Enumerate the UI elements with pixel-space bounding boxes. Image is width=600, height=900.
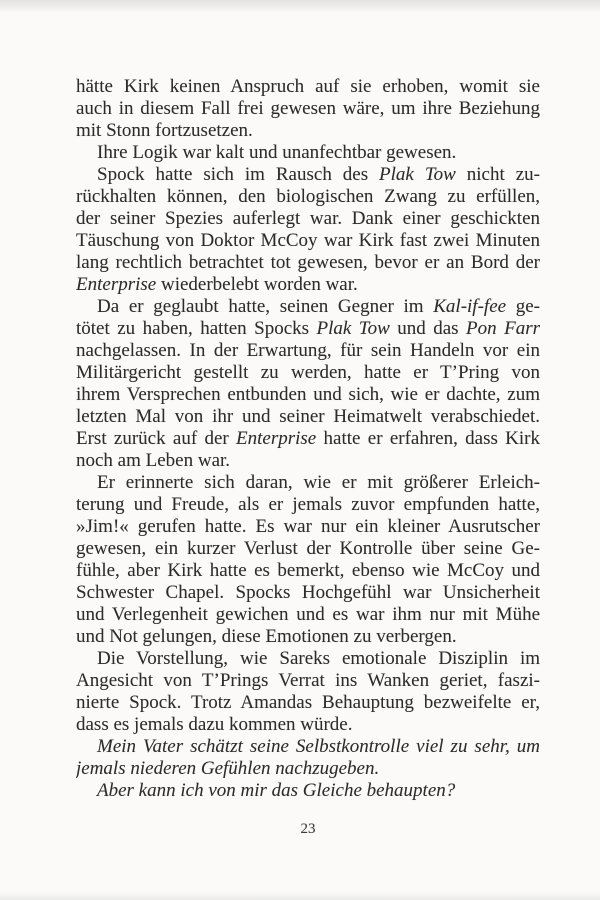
italic-text-run: Aber kann ich von mir das Gleiche behaupten? <box>97 780 456 801</box>
text-line <box>76 604 540 626</box>
text-run: Er erinnerte sich daran, wie er mit größerer Erleich- <box>97 472 540 493</box>
text-line <box>76 208 540 230</box>
paragraph <box>76 780 540 802</box>
text-run: dass es jemals dazu kommen würde. <box>76 714 353 735</box>
text-line <box>76 714 540 736</box>
text-line <box>76 538 540 560</box>
italic-text-run: Mein Vater schätzt seine Selbstkontrolle viel zu sehr, um <box>97 736 540 757</box>
text-line <box>76 450 540 472</box>
text-line <box>76 692 540 714</box>
text-run: fühle, aber Kirk hatte es bemerkt, ebenso wie McCoy und <box>76 560 540 581</box>
text-run: hatte er erfahren, dass Kirk <box>316 428 540 449</box>
text-run: wiederbelebt worden war. <box>156 274 358 295</box>
text-line <box>76 560 540 582</box>
italic-text-run: Plak Tow <box>379 164 456 185</box>
text-line <box>76 582 540 604</box>
text-line <box>76 142 540 164</box>
text-run: und Not gelungen, diese Emotionen zu verbergen. <box>76 626 457 647</box>
text-line <box>76 76 540 98</box>
text-line <box>76 780 540 802</box>
italic-text-run: Enterprise <box>236 428 317 449</box>
text-run: nachgelassen. In der Erwartung, für sein Handeln vor ein <box>76 340 540 361</box>
italic-text-run: Pon Farr <box>466 318 540 339</box>
text-run: »Jim!« gerufen hatte. Es war nur ein kleiner Ausrutscher <box>76 516 540 537</box>
text-line <box>76 296 540 318</box>
text-line <box>76 252 540 274</box>
paragraph <box>76 296 540 472</box>
paragraph <box>76 164 540 296</box>
text-line <box>76 406 540 428</box>
italic-text-run: Enterprise <box>76 274 157 295</box>
text-line <box>76 626 540 648</box>
text-run: Täuschung von Doktor McCoy war Kirk fast zwei Minuten <box>76 230 540 251</box>
text-run: ihrem Versprechen entbunden und sich, wie er dachte, zum <box>76 384 540 405</box>
text-run: rückhalten können, den biologischen Zwang zu erfüllen, <box>76 186 540 207</box>
text-run: ge- <box>506 296 540 317</box>
text-line <box>76 494 540 516</box>
text-line <box>76 758 540 780</box>
text-run: mit Stonn fortzusetzen. <box>76 120 253 141</box>
text-line <box>76 362 540 384</box>
text-line <box>76 670 540 692</box>
text-line <box>76 736 540 758</box>
paragraph <box>76 76 540 142</box>
text-line <box>76 384 540 406</box>
text-line <box>76 164 540 186</box>
text-line <box>76 472 540 494</box>
text-run: noch am Leben war. <box>76 450 231 471</box>
text-line <box>76 230 540 252</box>
text-run: lang rechtlich betrachtet tot gewesen, bevor er an Bord der <box>76 252 540 273</box>
text-line <box>76 120 540 142</box>
text-run: Da er geglaubt hatte, seinen Gegner im <box>97 296 434 317</box>
text-line <box>76 318 540 340</box>
text-run: nierte Spock. Trotz Amandas Behauptung bezweifelte er, <box>76 692 540 713</box>
italic-text-run: Kal-if-fee <box>433 296 507 317</box>
text-run: und das <box>389 318 467 339</box>
italic-text-run: Plak Tow <box>316 318 390 339</box>
text-line <box>76 516 540 538</box>
text-line <box>76 98 540 120</box>
text-run: letzten Mal von ihr und seiner Heimatwelt verabschiedet. <box>76 406 540 427</box>
text-run: auch in diesem Fall frei gewesen wäre, um ihre Beziehung <box>76 98 540 119</box>
page-number: 23 <box>300 821 316 837</box>
text-run: Erst zurück auf der <box>76 428 237 449</box>
text-line <box>76 340 540 362</box>
text-run: Militärgericht gestellt zu werden, hatte er T’Pring von <box>76 362 540 383</box>
text-run: der seiner Spezies auferlegt war. Dank einer geschickten <box>76 208 540 229</box>
text-line <box>76 648 540 670</box>
italic-text-run: jemals niederen Gefühlen nachzugeben. <box>76 758 380 779</box>
paragraph <box>76 472 540 648</box>
text-run: Ihre Logik war kalt und unanfechtbar gewesen. <box>97 142 457 163</box>
text-run: Die Vorstellung, wie Sareks emotionale Disziplin im <box>97 648 540 669</box>
text-run: und Verlegenheit gewichen und es war ihm nur mit Mühe <box>76 604 540 625</box>
paragraph <box>76 736 540 780</box>
text-line <box>76 274 540 296</box>
text-run: Schwester Chapel. Spocks Hochgefühl war Unsicherheit <box>76 582 540 603</box>
text-run: hätte Kirk keinen Anspruch auf sie erhoben, womit sie <box>76 76 540 97</box>
text-run: nicht zu- <box>455 164 540 185</box>
text-run: terung und Freude, als er jemals zuvor empfunden hatte, <box>76 494 540 515</box>
text-run: Angesicht von T’Prings Verrat ins Wanken geriet, faszi- <box>76 670 540 691</box>
text-run: Spock hatte sich im Rausch des <box>97 164 380 185</box>
text-line <box>76 186 540 208</box>
text-line <box>76 428 540 450</box>
paragraph <box>76 142 540 164</box>
text-run: gewesen, ein kurzer Verlust der Kontrolle über seine Ge- <box>76 538 540 559</box>
paragraph <box>76 648 540 736</box>
text-run: tötet zu haben, hatten Spocks <box>76 318 317 339</box>
text-block <box>76 76 540 802</box>
